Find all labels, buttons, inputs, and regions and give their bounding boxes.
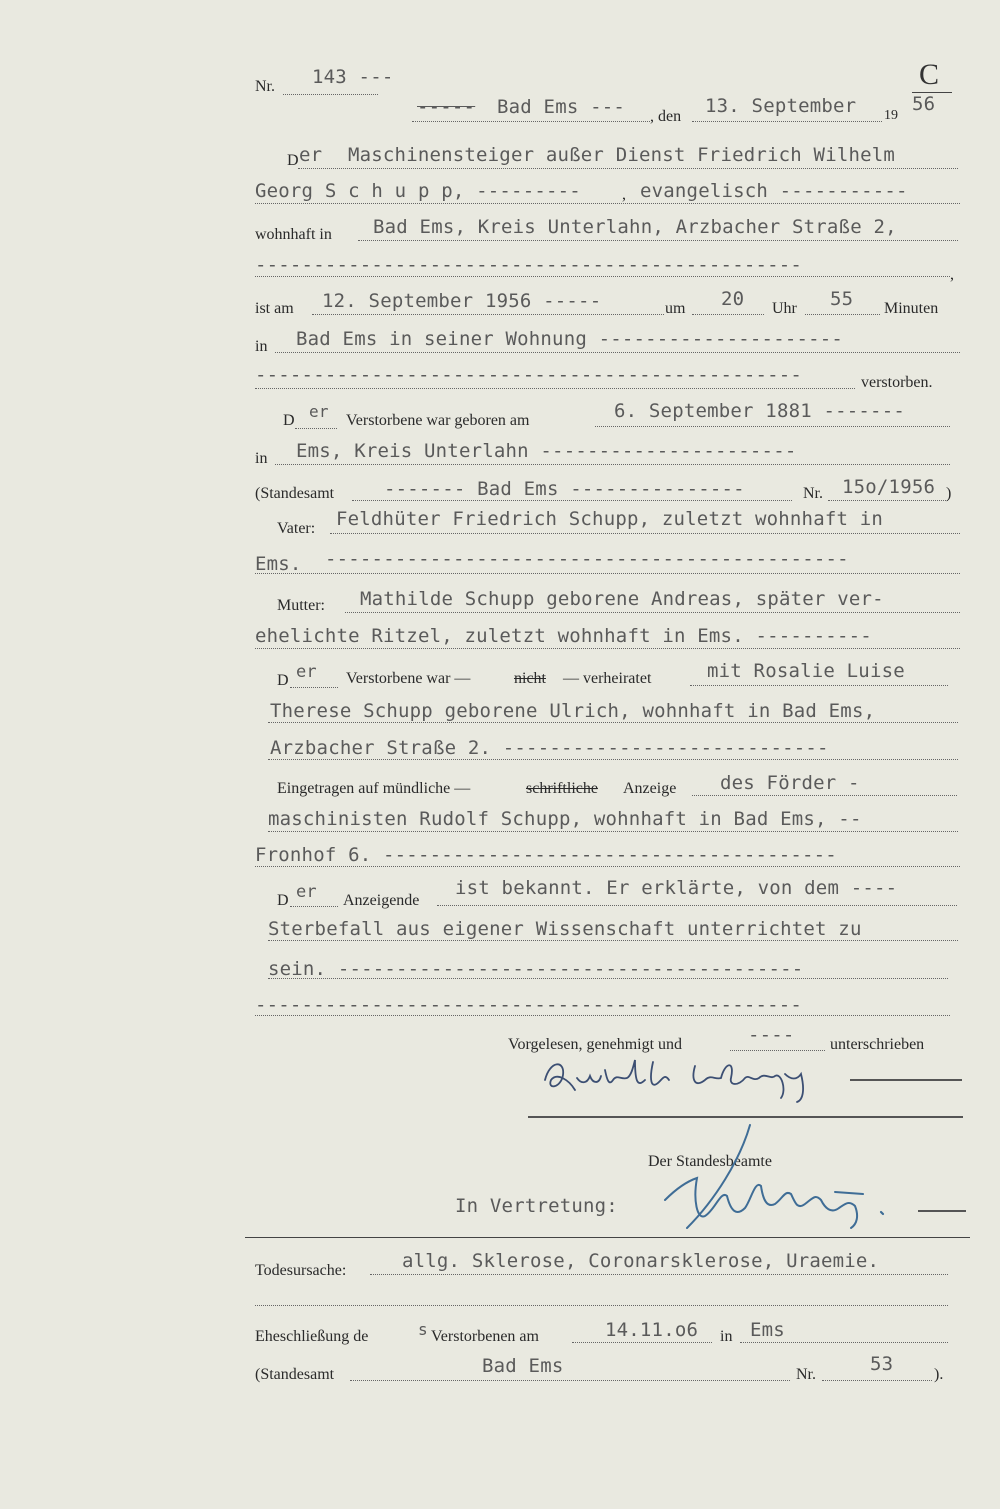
nr-label: Nr. xyxy=(255,78,275,95)
report-label-a: Eingetragen auf mündliche — xyxy=(277,780,471,797)
marriage-label-a: Verstorbene war — xyxy=(346,670,471,687)
marriage-in-label: in xyxy=(720,1328,733,1345)
marriage-date-dotted xyxy=(572,1342,712,1343)
mutter-dotted-1 xyxy=(345,612,960,613)
section-divider xyxy=(245,1237,970,1238)
informant-line-1: des Förder - xyxy=(720,772,860,794)
deceased-religion: evangelisch ----------- xyxy=(640,180,908,202)
residence: Bad Ems, Kreis Unterlahn, Arzbacher Straße 2, xyxy=(373,216,897,238)
official-signature xyxy=(645,1120,925,1235)
deceased-dotted-2 xyxy=(255,203,960,204)
place-dotted-line xyxy=(412,121,650,122)
birth-nr-label: Nr. xyxy=(803,485,823,502)
birth-in-label: in xyxy=(255,450,268,467)
marriage-label-nicht: nicht xyxy=(514,670,546,687)
deceased-dotted-1 xyxy=(298,168,958,169)
statement-d: D xyxy=(277,892,289,909)
informant-signature xyxy=(535,1050,835,1105)
deceased-line-2: Georg S c h u p p, --------- xyxy=(255,180,581,202)
cause-dotted-2 xyxy=(255,1305,948,1306)
statement-er: er xyxy=(296,882,317,902)
hour-dotted xyxy=(692,314,764,315)
minuten-label: Minuten xyxy=(884,300,939,317)
death-place-continuation: ----------------------------------------------- xyxy=(255,364,803,386)
date-dotted-line xyxy=(692,121,882,122)
deceased-line-2-comma: , xyxy=(622,186,626,203)
anzeigende-label: Anzeigende xyxy=(343,892,420,909)
statement-dotted-1 xyxy=(437,905,957,906)
spouse-dotted-2 xyxy=(268,722,958,723)
vater-dashes: --------------------------------------------- xyxy=(325,548,849,570)
marriage-er-dotted xyxy=(290,687,338,688)
birth-d: D xyxy=(283,412,295,429)
uhr-label: Uhr xyxy=(772,300,797,317)
birth-standesamt-label: (Standesamt xyxy=(255,485,335,502)
eheschliessung-label-a: Eheschließung de xyxy=(255,1328,369,1345)
mutter-label: Mutter: xyxy=(277,597,325,614)
birth-place: Ems, Kreis Unterlahn ---------------------- xyxy=(296,440,797,462)
entry-number: 143 --- xyxy=(312,66,394,88)
statement-line-4: ----------------------------------------------- xyxy=(255,994,803,1016)
informant-dotted-2 xyxy=(268,831,958,832)
birth-er: er xyxy=(309,402,329,421)
header-place: Bad Ems --- xyxy=(497,96,626,118)
official-signature-rule xyxy=(918,1210,966,1212)
marriage-d: D xyxy=(277,672,289,689)
vater-line-2: Ems. xyxy=(255,553,302,575)
spouse-line-1: mit Rosalie Luise xyxy=(707,660,905,682)
death-minutes: 55 xyxy=(830,288,854,310)
cause-dotted-1 xyxy=(370,1274,948,1275)
deceased-d: D xyxy=(287,152,299,169)
in-vertretung-label: In Vertretung: xyxy=(455,1195,618,1217)
death-place-dotted xyxy=(275,352,960,353)
death-date-dotted xyxy=(312,314,664,315)
birth-label: Verstorbene war geboren am xyxy=(346,412,530,429)
footer-nr-dotted xyxy=(822,1380,932,1381)
statement-line-3: sein. ---------------------------------------- xyxy=(268,958,804,980)
marriage-er: er xyxy=(296,662,317,682)
birth-close-paren: ) xyxy=(946,485,952,502)
vater-dotted-1 xyxy=(330,533,960,534)
footer-register-nr: 53 xyxy=(870,1353,894,1375)
minutes-dotted xyxy=(805,314,880,315)
residence-comma: , xyxy=(950,266,954,283)
death-hour: 20 xyxy=(721,288,745,310)
death-place: Bad Ems in seiner Wohnung --------------------- xyxy=(296,328,844,350)
um-label: um xyxy=(665,300,686,317)
unterschrieben-label: unterschrieben xyxy=(830,1036,925,1053)
footer-standesamt: Bad Ems xyxy=(482,1355,564,1377)
marriage-date: 14.11.o6 xyxy=(605,1319,699,1341)
footer-nr-label: Nr. xyxy=(796,1366,816,1383)
year-prefix: 19 xyxy=(884,108,898,123)
statement-dotted-4 xyxy=(255,1015,950,1016)
marriage-label-b: — verheiratet xyxy=(563,670,652,687)
signature-rule-2 xyxy=(528,1116,963,1118)
birth-standesamt: ------- Bad Ems --------------- xyxy=(384,478,745,500)
signature-rule-1 xyxy=(850,1079,962,1081)
vater-dotted-2 xyxy=(255,573,960,574)
verstorben-label: verstorben. xyxy=(861,374,933,391)
residence-dotted xyxy=(358,240,958,241)
vater-line-1: Feldhüter Friedrich Schupp, zuletzt wohnhaft in xyxy=(336,508,884,530)
footer-standesamt-dotted xyxy=(350,1380,790,1381)
den-label: , den xyxy=(650,108,682,125)
marriage-place: Ems xyxy=(750,1319,785,1341)
informant-line-3: Fronhof 6. --------------------------------------- xyxy=(255,844,837,866)
statement-dotted-2 xyxy=(268,940,958,941)
footer-close: ). xyxy=(934,1366,944,1383)
informant-line-2: maschinisten Rudolf Schupp, wohnhaft in Bad Ems, -- xyxy=(268,808,862,830)
vorgelesen-label: Vorgelesen, genehmigt und xyxy=(508,1036,683,1053)
deceased-line-1: Maschinensteiger außer Dienst Friedrich Wilhelm xyxy=(348,144,896,166)
footer-standesamt-label: (Standesamt xyxy=(255,1366,335,1383)
ist-am-label: ist am xyxy=(255,300,294,317)
statement-line-2: Sterbefall aus eigener Wissenschaft unterrichtet zu xyxy=(268,918,862,940)
birth-place-dotted xyxy=(275,464,950,465)
informant-dotted-1 xyxy=(692,795,957,796)
eheschliessung-s: s xyxy=(418,1320,428,1339)
mutter-dotted-2 xyxy=(255,648,960,649)
statement-line-1: ist bekannt. Er erklärte, von dem ---- xyxy=(455,877,898,899)
death-place-cont-dotted xyxy=(255,388,855,389)
wohnhaft-label: wohnhaft in xyxy=(255,226,332,243)
mutter-line-1: Mathilde Schupp geborene Andreas, später ver- xyxy=(360,588,884,610)
informant-dotted-3 xyxy=(255,866,960,867)
spouse-dotted-1 xyxy=(690,685,948,686)
birth-nr-dotted xyxy=(828,500,948,501)
statement-dotted-3 xyxy=(268,978,948,979)
birth-register-nr: 15o/1956 xyxy=(842,476,936,498)
birth-date-dotted xyxy=(595,426,950,427)
spouse-dotted-3 xyxy=(268,759,958,760)
statement-er-dotted xyxy=(290,906,338,907)
spouse-line-3: Arzbacher Straße 2. ---------------------------- xyxy=(270,737,829,759)
death-in-label: in xyxy=(255,338,268,355)
residence-continuation: ----------------------------------------------- xyxy=(255,254,803,276)
eheschliessung-label-b: Verstorbenen am xyxy=(431,1328,539,1345)
register-letter: C xyxy=(919,58,940,91)
marriage-place-dotted xyxy=(740,1342,948,1343)
birth-er-dotted xyxy=(295,428,337,429)
official-title: Der Standesbeamte xyxy=(648,1153,772,1170)
spouse-line-2: Therese Schupp geborene Ulrich, wohnhaft in Bad Ems, xyxy=(270,700,876,722)
birth-date: 6. September 1881 ------- xyxy=(614,400,905,422)
header-year: 56 xyxy=(912,93,936,115)
residence-cont-dotted xyxy=(255,276,950,277)
header-date: 13. September xyxy=(705,95,857,117)
vater-label: Vater: xyxy=(277,520,316,537)
nr-dotted-line xyxy=(283,94,378,95)
vorgelesen-value: ---- xyxy=(748,1024,795,1046)
place-prefix-dashes: ----- xyxy=(417,96,476,118)
cause-of-death: allg. Sklerose, Coronarsklerose, Uraemie. xyxy=(402,1250,880,1272)
report-label-b: Anzeige xyxy=(623,780,677,797)
birth-standesamt-dotted xyxy=(352,500,792,501)
report-label-schriftliche: schriftliche xyxy=(526,780,598,797)
deceased-er: er xyxy=(299,144,323,166)
mutter-line-2: ehelichte Ritzel, zuletzt wohnhaft in Ems. ---------- xyxy=(255,625,872,647)
death-date: 12. September 1956 ----- xyxy=(322,290,602,312)
todesursache-label: Todesursache: xyxy=(255,1262,347,1279)
